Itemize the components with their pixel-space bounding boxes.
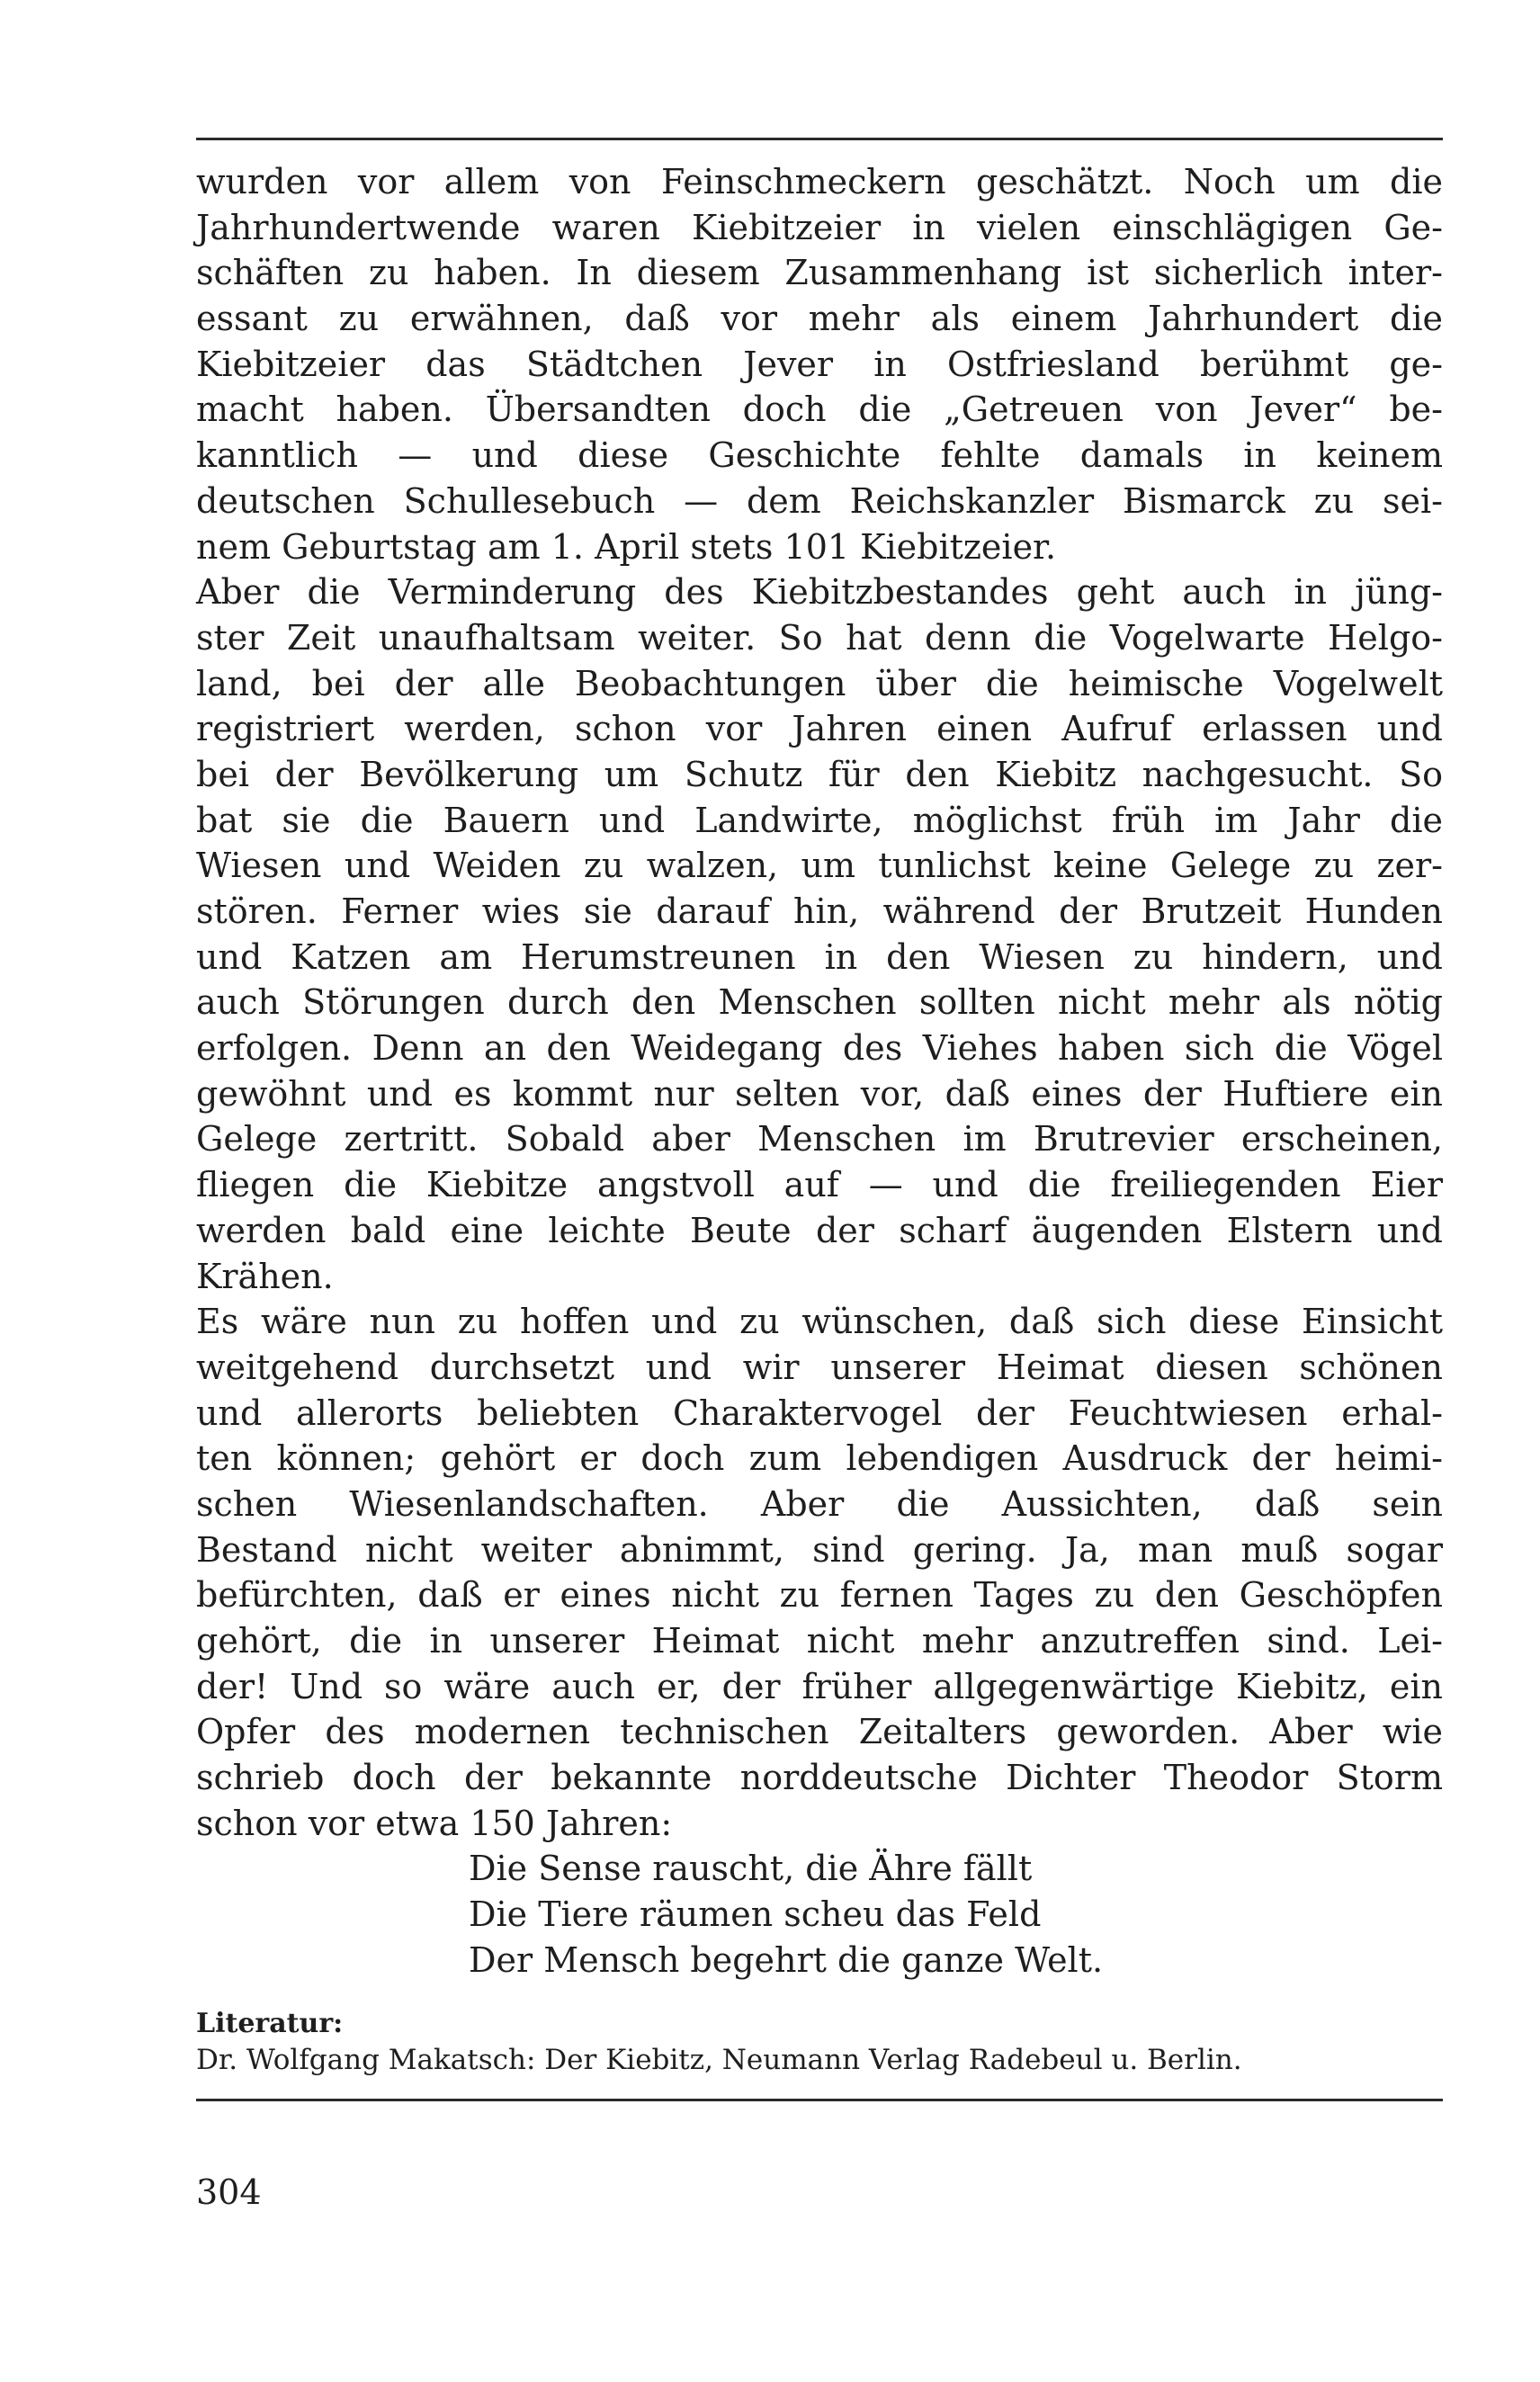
- verse-line: Die Tiere räumen scheu das Feld: [469, 1894, 1042, 1935]
- text-line: Aber die Verminderung des Kiebitzbestandes geht auch in jüng-: [196, 572, 1443, 613]
- text-line: deutschen Schullesebuch — dem Reichskanzler Bismarck zu sei-: [196, 480, 1443, 521]
- text-line: schrieb doch der bekannte norddeutsche Dichter Theodor Storm: [196, 1758, 1443, 1798]
- top-rule: [196, 138, 1443, 140]
- text-line: Wiesen und Weiden zu walzen, um tunlichst keine Gelege zu zer-: [196, 846, 1443, 886]
- text-line: ten können; gehört er doch zum lebendigen Ausdruck der heimi-: [196, 1438, 1443, 1479]
- text-line: schen Wiesenlandschaften. Aber die Aussichten, daß sein: [196, 1483, 1443, 1524]
- literature-section: [196, 2006, 1443, 2078]
- text-line: kanntlich — und diese Geschichte fehlte damals in keinem: [196, 435, 1443, 476]
- text-line: werden bald eine leichte Beute der scharf äugenden Elstern und: [196, 1210, 1443, 1250]
- text-line: bei der Bevölkerung um Schutz für den Kiebitz nachgesucht. So: [196, 754, 1443, 794]
- text-line: nem Geburtstag am 1. April stets 101 Kiebitzeier.: [196, 526, 1057, 567]
- text-line: stören. Ferner wies sie darauf hin, während der Brutzeit Hunden: [196, 891, 1443, 931]
- verse-line: Die Sense rauscht, die Ähre fällt: [469, 1849, 1033, 1889]
- text-line: gewöhnt und es kommt nur selten vor, daß eines der Huftiere ein: [196, 1073, 1443, 1114]
- text-line: Krähen.: [196, 1256, 334, 1296]
- text-line: weitgehend durchsetzt und wir unserer Heimat diesen schönen: [196, 1347, 1443, 1387]
- page-number: 304: [196, 2172, 262, 2212]
- text-line: bat sie die Bauern und Landwirte, möglichst früh im Jahr die: [196, 800, 1443, 840]
- literature-entry: Dr. Wolfgang Makatsch: Der Kiebitz, Neumann Verlag Radebeul u. Berlin.: [196, 2044, 1242, 2076]
- text-line: schon vor etwa 150 Jahren:: [196, 1803, 673, 1843]
- text-line: Gelege zertritt. Sobald aber Menschen im Brutrevier erscheinen,: [196, 1119, 1443, 1160]
- text-line: Jahrhundertwende waren Kiebitzeier in vielen einschlägigen Ge-: [196, 207, 1443, 247]
- text-line: befürchten, daß er eines nicht zu fernen Tages zu den Geschöpfen: [196, 1575, 1443, 1616]
- text-line: gehört, die in unserer Heimat nicht mehr anzutreffen sind. Lei-: [196, 1621, 1443, 1661]
- text-line: Bestand nicht weiter abnimmt, sind gering. Ja, man muß sogar: [196, 1529, 1443, 1570]
- text-line: und Katzen am Herumstreunen in den Wiesen zu hindern, und: [196, 936, 1443, 977]
- text-line: der! Und so wäre auch er, der früher allgegenwärtige Kiebitz, ein: [196, 1666, 1443, 1706]
- text-line: Opfer des modernen technischen Zeitalters geworden. Aber wie: [196, 1712, 1443, 1752]
- text-line: registriert werden, schon vor Jahren einen Aufruf erlassen und: [196, 709, 1443, 749]
- article-body: [196, 159, 1443, 1984]
- text-line: schäften zu haben. In diesem Zusammenhang ist sicherlich inter-: [196, 253, 1443, 293]
- text-line: wurden vor allem von Feinschmeckern geschätzt. Noch um die: [196, 162, 1443, 201]
- text-line: essant zu erwähnen, daß vor mehr als einem Jahrhundert die: [196, 299, 1443, 339]
- text-line: erfolgen. Denn an den Weidegang des Viehes haben sich die Vögel: [196, 1028, 1443, 1069]
- verse-line: Der Mensch begehrt die ganze Welt.: [469, 1939, 1104, 1980]
- bottom-rule: [196, 2099, 1443, 2101]
- text-line: macht haben. Übersandten doch die „Getreuen von Jever“ be-: [196, 390, 1443, 430]
- text-line: und allerorts beliebten Charaktervogel der Feuchtwiesen erhal-: [196, 1392, 1443, 1433]
- text-line: ster Zeit unaufhaltsam weiter. So hat denn die Vogelwarte Helgo-: [196, 617, 1443, 658]
- text-line: land, bei der alle Beobachtungen über die heimische Vogelwelt: [196, 663, 1443, 703]
- text-line: Es wäre nun zu hoffen und zu wünschen, daß sich diese Einsicht: [196, 1302, 1443, 1342]
- text-line: fliegen die Kiebitze angstvoll auf — und die freiliegenden Eier: [196, 1165, 1443, 1205]
- text-line: auch Störungen durch den Menschen sollten nicht mehr als nötig: [196, 982, 1443, 1023]
- literature-heading: Literatur:: [196, 2008, 344, 2039]
- text-line: Kiebitzeier das Städtchen Jever in Ostfriesland berühmt ge-: [196, 344, 1443, 384]
